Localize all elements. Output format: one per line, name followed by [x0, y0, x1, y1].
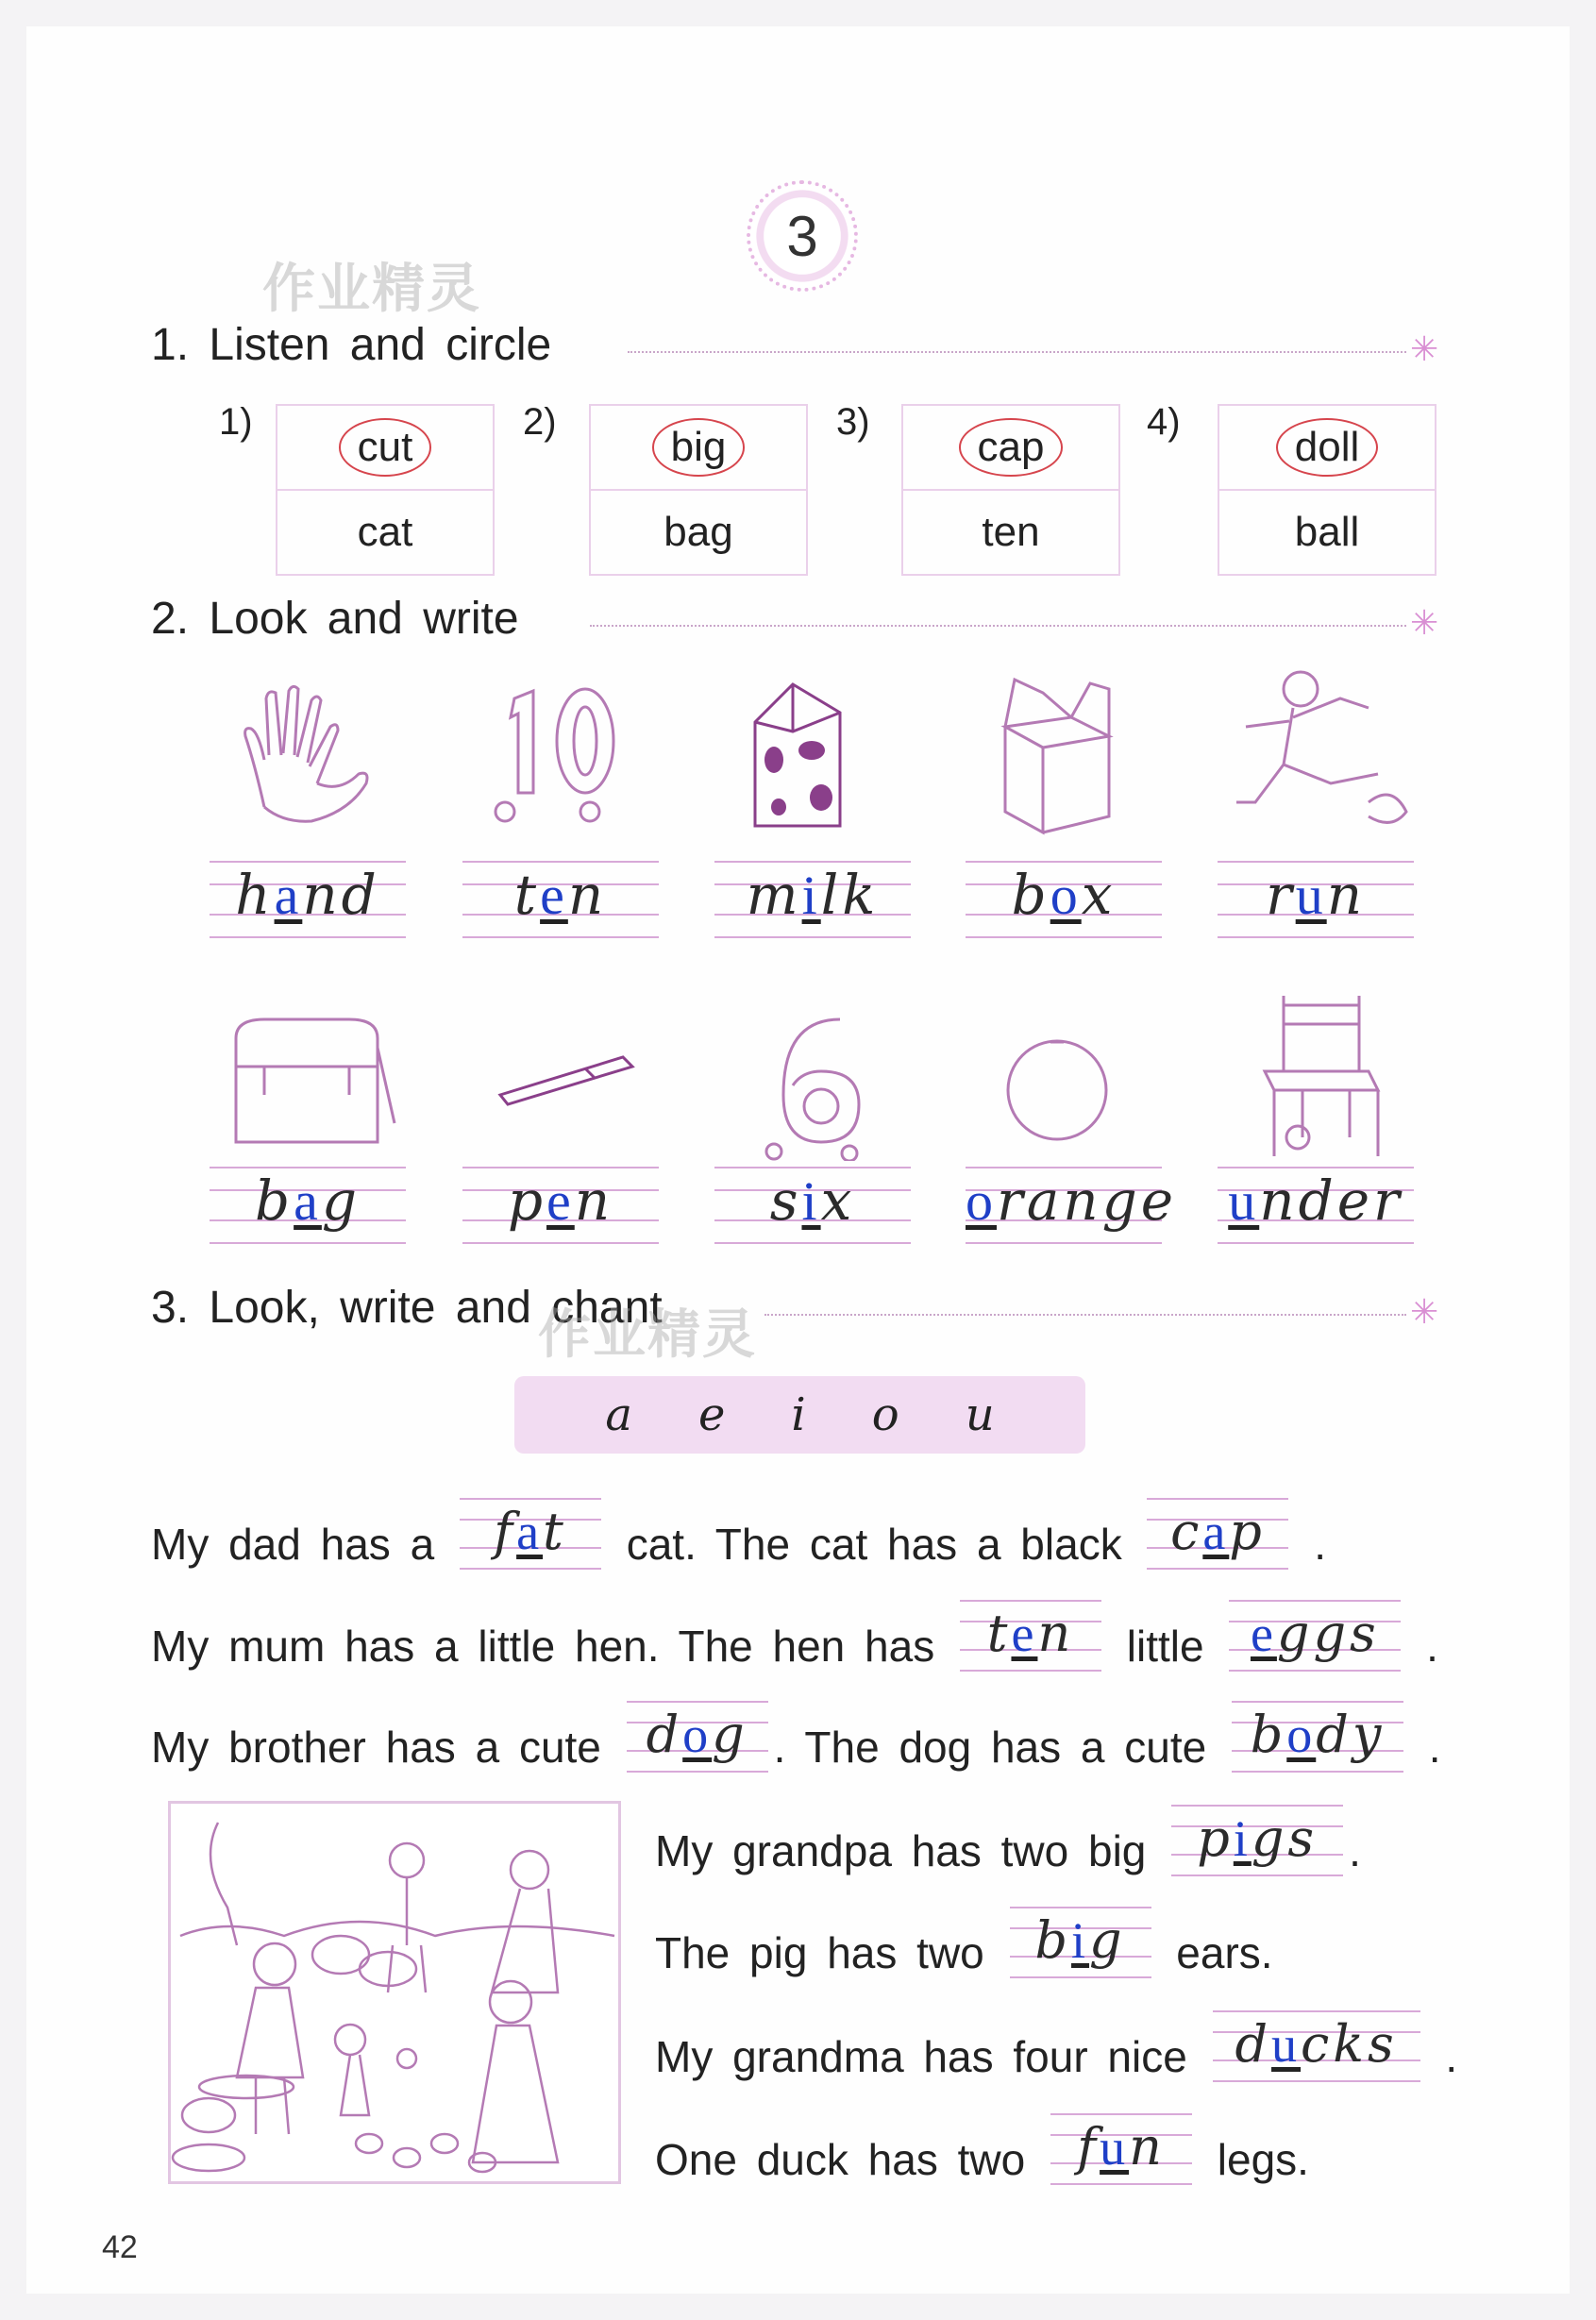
answer-blank[interactable]	[1147, 1496, 1288, 1570]
sentence-text: My dad has a	[151, 1520, 454, 1569]
writing-lines[interactable]	[462, 857, 659, 940]
filled-letter: e	[1250, 1606, 1277, 1662]
handwritten-word	[966, 863, 1162, 927]
writing-guide-line	[966, 936, 1162, 938]
written-letters: m	[746, 863, 802, 927]
word-option-bottom[interactable]	[277, 491, 493, 574]
item-number: 1)	[219, 401, 253, 443]
section2-divider	[590, 625, 1406, 627]
filled-letter: e	[540, 865, 568, 926]
number-ten-icon	[477, 680, 637, 831]
section3-divider	[764, 1314, 1406, 1316]
writing-guide-line	[1171, 1805, 1343, 1807]
handwritten-word	[966, 1168, 1178, 1233]
star-icon: ✳	[1410, 329, 1439, 368]
filled-letter: a	[294, 1170, 322, 1232]
sentence-text: The pig has two	[655, 1928, 1004, 1977]
written-letters: nd	[302, 863, 380, 927]
handwritten-word	[960, 1604, 1101, 1663]
sentence-text: My mum has a little hen. The hen has	[151, 1622, 954, 1671]
chant-sentence	[655, 1803, 1361, 1876]
writing-guide-line	[460, 1568, 601, 1570]
writing-lines[interactable]	[210, 1163, 406, 1246]
handwritten-word	[1050, 2117, 1192, 2177]
written-letters: dy	[1316, 1705, 1386, 1764]
handwritten-word	[210, 1168, 406, 1233]
answer-blank[interactable]	[960, 1598, 1101, 1672]
word: bag	[664, 509, 733, 555]
written-letters: g	[1089, 1910, 1126, 1970]
item-number: 3)	[836, 401, 870, 443]
written-letters: f	[1077, 2117, 1100, 2177]
school-bag-icon	[227, 1010, 396, 1161]
word-choice-box	[1218, 404, 1436, 576]
milk-carton-icon	[736, 675, 859, 835]
answer-blank[interactable]	[460, 1496, 601, 1570]
written-letters: c	[1170, 1502, 1203, 1561]
sentence-text: little	[1107, 1622, 1224, 1671]
writing-lines[interactable]	[714, 857, 911, 940]
word-option-top[interactable]	[277, 406, 493, 491]
writing-guide-line	[1050, 2183, 1192, 2185]
filled-letter: u	[1295, 865, 1327, 926]
sentence-text: My grandma has four nice	[655, 2032, 1207, 2081]
circled-word: cut	[339, 418, 432, 477]
word: ball	[1294, 509, 1360, 555]
page-number: 42	[102, 2229, 138, 2265]
word-option-bottom[interactable]	[591, 491, 806, 574]
circled-word: doll	[1276, 418, 1379, 477]
running-boy-icon	[1227, 661, 1416, 835]
writing-guide-line	[1229, 1670, 1401, 1672]
writing-lines[interactable]	[1218, 1163, 1414, 1246]
sentence-text: .	[1409, 1723, 1441, 1772]
written-letters: b	[1034, 1910, 1072, 1970]
written-letters: d	[1235, 2014, 1272, 2074]
watermark: 作业精灵	[538, 1304, 757, 1364]
sentence-text: .	[1406, 1622, 1438, 1671]
word-option-bottom[interactable]	[1219, 491, 1435, 574]
handwritten-word	[1232, 1705, 1403, 1764]
answer-blank[interactable]	[1010, 1905, 1151, 1978]
filled-letter: u	[1228, 1170, 1260, 1232]
handwritten-word	[460, 1502, 601, 1561]
writing-guide-line	[627, 1701, 768, 1703]
filled-letter: o	[1050, 865, 1082, 926]
writing-guide-line	[462, 936, 659, 938]
written-letters: g	[321, 1168, 361, 1233]
written-letters: g	[712, 1705, 748, 1764]
handwritten-word	[462, 863, 659, 927]
sentence-text: .	[1349, 1826, 1361, 1875]
writing-guide-line	[1213, 2010, 1420, 2012]
written-letters: cks	[1301, 2014, 1398, 2074]
writing-guide-line	[1232, 1701, 1403, 1703]
chant-sentence	[151, 1496, 1326, 1570]
handwritten-word	[1171, 1808, 1343, 1868]
writing-guide-line	[1010, 1907, 1151, 1908]
writing-guide-line	[460, 1498, 601, 1500]
sentence-text: My grandpa has two big	[655, 1826, 1167, 1875]
written-letters: n	[574, 1168, 614, 1233]
vowel-bar	[514, 1376, 1085, 1454]
sentence-text: . The dog has a cute	[773, 1723, 1227, 1772]
filled-letter: a	[516, 1504, 544, 1560]
answer-blank[interactable]	[627, 1699, 768, 1773]
written-letters: ggs	[1276, 1604, 1380, 1663]
written-letters: lk	[820, 863, 880, 927]
written-letters: t	[543, 1502, 567, 1561]
written-letters: d	[646, 1705, 683, 1764]
writing-guide-line	[1218, 1242, 1414, 1244]
answer-blank[interactable]	[1232, 1699, 1403, 1773]
writing-lines[interactable]	[966, 1163, 1178, 1246]
vowel: i	[791, 1388, 806, 1441]
written-letters: x	[1081, 863, 1117, 927]
filled-letter: o	[1286, 1706, 1317, 1763]
written-letters: p	[507, 1168, 547, 1233]
star-icon: ✳	[1410, 1292, 1439, 1331]
handwritten-word	[1218, 863, 1414, 927]
number-six-icon	[746, 1000, 878, 1161]
writing-guide-line	[1213, 2080, 1420, 2082]
written-letters: nder	[1259, 1168, 1403, 1233]
writing-guide-line	[960, 1670, 1101, 1672]
handwritten-word	[627, 1705, 768, 1764]
writing-guide-line	[960, 1600, 1101, 1602]
word-option-bottom[interactable]	[903, 491, 1118, 574]
writing-guide-line	[462, 1242, 659, 1244]
sentence-text: ears.	[1156, 1928, 1273, 1977]
writing-lines[interactable]	[1218, 857, 1414, 940]
word-choice-box	[276, 404, 495, 576]
written-letters: t	[513, 863, 541, 927]
writing-lines[interactable]	[462, 1163, 659, 1246]
filled-letter: u	[1271, 2016, 1302, 2073]
written-letters: n	[567, 863, 608, 927]
filled-letter: a	[1202, 1504, 1230, 1560]
writing-guide-line	[1229, 1600, 1401, 1602]
written-letters: b	[1011, 863, 1050, 927]
unit-badge	[750, 184, 854, 288]
writing-guide-line	[1147, 1498, 1288, 1500]
sentence-text: .	[1294, 1520, 1327, 1569]
written-letters: n	[1129, 2117, 1166, 2177]
vowel: e	[698, 1388, 726, 1441]
writing-guide-line	[1050, 2113, 1192, 2115]
filled-letter: i	[801, 865, 821, 926]
writing-guide-line	[210, 1242, 406, 1244]
answer-blank[interactable]	[1229, 1598, 1401, 1672]
handwritten-word	[210, 863, 406, 927]
sentence-text: One duck has two	[655, 2135, 1045, 2184]
section2-title: 2. Look and write	[151, 594, 519, 644]
chant-sentence	[151, 1699, 1441, 1773]
pen-icon	[491, 1038, 642, 1114]
chant-sentence	[151, 1598, 1438, 1672]
writing-guide-line	[966, 1242, 1162, 1244]
word-option-top[interactable]	[903, 406, 1118, 491]
chant-sentence	[655, 1905, 1273, 1978]
filled-letter: o	[966, 1170, 997, 1232]
farm-scene-illustration	[171, 1804, 618, 2181]
written-letters: f	[494, 1502, 517, 1561]
writing-lines[interactable]	[210, 857, 406, 940]
section3-title: 3. Look, write and chant	[151, 1283, 663, 1333]
chant-sentence	[655, 2009, 1457, 2082]
writing-guide-line	[714, 1242, 911, 1244]
chant-sentence	[655, 2111, 1309, 2185]
word: cat	[357, 509, 413, 555]
vowel: a	[605, 1388, 633, 1441]
sentence-text: legs.	[1197, 2135, 1309, 2184]
handwritten-word	[1218, 1168, 1414, 1233]
vowel: o	[871, 1388, 899, 1441]
written-letters: n	[1326, 863, 1367, 927]
filled-letter: i	[1233, 1810, 1252, 1867]
written-letters: p	[1197, 1808, 1234, 1868]
writing-guide-line	[1147, 1568, 1288, 1570]
written-letters: gs	[1251, 1808, 1319, 1868]
handwritten-word	[1213, 2014, 1420, 2074]
farm-family-picture	[168, 1801, 621, 2184]
handwritten-word	[1010, 1910, 1151, 1970]
written-letters: h	[235, 863, 275, 927]
orange-icon	[996, 1029, 1118, 1142]
handwritten-word	[1229, 1604, 1401, 1663]
writing-guide-line	[1232, 1771, 1403, 1773]
handwritten-word	[1147, 1502, 1288, 1561]
sentence-text: cat. The cat has a black	[606, 1520, 1142, 1569]
filled-letter: o	[682, 1706, 713, 1763]
item-number: 4)	[1147, 401, 1181, 443]
hand-icon	[227, 680, 387, 831]
word: ten	[982, 509, 1040, 555]
section1-title: 1. Listen and circle	[151, 320, 552, 370]
writing-guide-line	[1171, 1874, 1343, 1876]
written-letters: s	[769, 1168, 802, 1233]
writing-guide-line	[627, 1771, 768, 1773]
word-option-top[interactable]	[591, 406, 806, 491]
handwritten-word	[714, 1168, 911, 1233]
writing-guide-line	[1010, 1976, 1151, 1978]
word-option-top[interactable]	[1219, 406, 1435, 491]
chair-ball-icon	[1246, 986, 1387, 1161]
sentence-text: My brother has a cute	[151, 1723, 621, 1772]
written-letters: x	[820, 1168, 856, 1233]
writing-guide-line	[210, 936, 406, 938]
section1-divider	[628, 351, 1406, 353]
written-letters: p	[1229, 1502, 1266, 1561]
answer-blank[interactable]	[1171, 1803, 1343, 1876]
filled-letter: a	[274, 865, 303, 926]
writing-lines[interactable]	[714, 1163, 911, 1246]
filled-letter: i	[801, 1170, 821, 1232]
written-letters: r	[1265, 863, 1296, 927]
filled-letter: u	[1100, 2119, 1130, 2176]
writing-guide-line	[1218, 936, 1414, 938]
vowel: u	[965, 1388, 995, 1441]
unit-number: 3	[786, 204, 818, 268]
answer-blank[interactable]	[1213, 2009, 1420, 2082]
answer-blank[interactable]	[1050, 2111, 1192, 2185]
handwritten-word	[714, 863, 911, 927]
writing-guide-line	[714, 936, 911, 938]
written-letters: t	[986, 1604, 1012, 1663]
filled-letter: i	[1071, 1912, 1090, 1969]
filled-letter: e	[1011, 1606, 1038, 1662]
watermark: 作业精灵	[262, 259, 481, 318]
writing-lines[interactable]	[966, 857, 1162, 940]
box-icon	[986, 670, 1128, 835]
written-letters: n	[1037, 1604, 1075, 1663]
written-letters: b	[1250, 1705, 1287, 1764]
circled-word: cap	[959, 418, 1064, 477]
sentence-text: .	[1425, 2032, 1458, 2081]
word-choice-box	[589, 404, 808, 576]
handwritten-word	[462, 1168, 659, 1233]
word-choice-box	[901, 404, 1120, 576]
circled-word: big	[652, 418, 746, 477]
star-icon: ✳	[1410, 603, 1439, 642]
written-letters: b	[254, 1168, 294, 1233]
written-letters: range	[997, 1168, 1178, 1233]
item-number: 2)	[523, 401, 557, 443]
filled-letter: e	[546, 1170, 575, 1232]
